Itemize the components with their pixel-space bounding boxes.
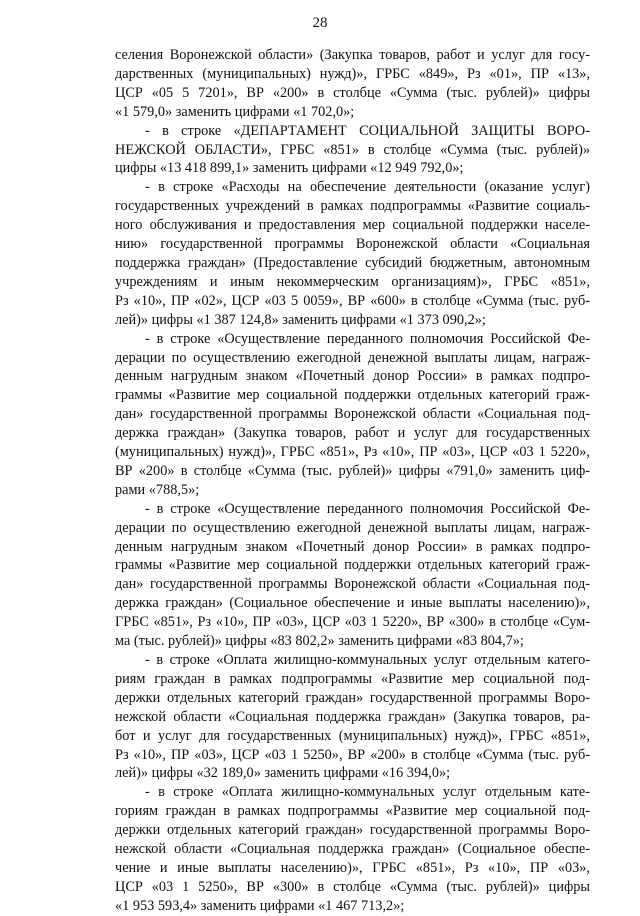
text-line: риям граждан в рамках подпрограммы «Развитие мер социальной под- <box>115 670 590 687</box>
text-line: гориям граждан в рамках подпрограммы «Развитие мер социальной под- <box>115 803 590 820</box>
text-line: цифры «13 418 899,1» заменить цифрами «12 949 792,0»; <box>115 160 464 177</box>
text-line: Рз «10», ПР «03», ЦСР «03 1 5250», ВР «200» в столбце «Сумма (тыс. руб- <box>115 746 590 763</box>
paragraph <box>115 783 590 915</box>
text-line: рами «788,5»; <box>115 481 200 498</box>
text-line: дан» государственной программы Воронежской области «Социальная под- <box>115 576 590 593</box>
text-line: дерации по осуществлению ежегодной денежной выплаты лицам, награж- <box>115 519 590 536</box>
text-line: нию» государственной программы Воронежской области «Социальная <box>115 236 590 253</box>
text-line: - в строке «Оплата жилищно-коммунальных услуг отдельным катего- <box>145 652 590 668</box>
text-line: «1 953 593,4» заменить цифрами «1 467 713,2»; <box>115 897 405 914</box>
paragraph <box>115 651 590 783</box>
text-line: - в строке «ДЕПАРТАМЕНТ СОЦИАЛЬНОЙ ЗАЩИТЫ ВОРО- <box>145 122 590 139</box>
text-line: Рз «10», ПР «02», ЦСР «03 5 0059», ВР «600» в столбце «Сумма (тыс. руб- <box>115 292 590 309</box>
text-line: ЦСР «05 5 7201», ВР «200» в столбце «Сумма (тыс. рублей)» цифры <box>115 84 590 101</box>
text-line: - в строке «Осуществление переданного полномочия Российской Фе- <box>145 500 590 517</box>
paragraph <box>115 500 590 651</box>
text-line: ГРБС «851», Рз «10», ПР «03», ЦСР «03 1 5220», ВР «300» в столбце «Сум- <box>115 614 590 631</box>
text-line: - в строке «Оплата жилищно-коммунальных услуг отдельным кате- <box>145 784 590 801</box>
text-line: лей)» цифры «32 189,0» заменить цифрами «16 394,0»; <box>115 765 451 782</box>
text-line: дарственных (муниципальных) нужд)», ГРБС «849», Рз «01», ПР «13», <box>115 65 590 82</box>
text-line: денным нагрудным знаком «Почетный донор России» в рамках подпро- <box>115 368 590 385</box>
text-line: держка граждан» (Социальное обеспечение и иные выплаты населению)», <box>115 595 590 612</box>
text-line: ного обслуживания и предоставления мер социальной поддержки населе- <box>115 217 590 234</box>
text-line: - в строке «Осуществление переданного полномочия Российской Фе- <box>145 330 590 347</box>
text-line: НЕЖСКОЙ ОБЛАСТИ», ГРБС «851» в столбце «Сумма (тыс. рублей)» <box>115 141 590 158</box>
text-line: денным нагрудным знаком «Почетный донор России» в рамках подпро- <box>115 538 590 555</box>
text-line: нежской области «Социальная поддержка граждан» (Закупка товаров, ра- <box>115 708 590 725</box>
text-line: ЦСР «03 1 5250», ВР «300» в столбце «Сумма (тыс. рублей)» цифры <box>115 878 590 895</box>
document-body <box>115 46 590 916</box>
text-line: дан» государственной программы Воронежской области «Социальная под- <box>115 406 590 423</box>
paragraph <box>115 178 590 329</box>
paragraph <box>115 122 590 179</box>
text-line: держка граждан» (Закупка товаров, работ и услуг для государственных <box>115 425 590 442</box>
text-line: держки отдельных категорий граждан» государственной программы Воро- <box>115 822 590 839</box>
text-line: нежской области «Социальная поддержка граждан» (Социальное обеспе- <box>115 841 590 858</box>
text-line: ма (тыс. рублей)» цифры «83 802,2» заменить цифрами «83 804,7»; <box>115 633 524 650</box>
text-line: ВР «200» в столбце «Сумма (тыс. рублей)» цифры «791,0» заменить циф- <box>115 462 590 479</box>
text-line: селения Воронежской области» (Закупка товаров, работ и услуг для госу- <box>115 47 590 63</box>
text-line: граммы «Развитие мер социальной поддержки отдельных категорий граж- <box>115 387 590 404</box>
text-line: лей)» цифры «1 387 124,8» заменить цифрами «1 373 090,2»; <box>115 311 486 328</box>
text-line: дерации по осуществлению ежегодной денежной выплаты лицам, награж- <box>115 349 590 366</box>
paragraph <box>115 46 590 122</box>
text-line: учреждениям и иным некоммерческим организациям)», ГРБС «851», <box>115 273 590 290</box>
text-line: государственных учреждений в рамках подпрограммы «Развитие социаль- <box>115 198 590 215</box>
text-line: - в строке «Расходы на обеспечение деятельности (оказание услуг) <box>145 179 590 196</box>
text-line: бот и услуг для государственных (муниципальных) нужд)», ГРБС «851», <box>115 727 590 744</box>
text-line: поддержка граждан» (Предоставление субсидий бюджетным, автономным <box>115 254 590 271</box>
paragraph <box>115 330 590 500</box>
text-line: (муниципальных) нужд)», ГРБС «851», Рз «10», ПР «03», ЦСР «03 1 5220», <box>115 444 590 461</box>
text-line: «1 579,0» заменить цифрами «1 702,0»; <box>115 103 355 120</box>
text-line: держки отдельных категорий граждан» государственной программы Воро- <box>115 689 590 706</box>
text-line: граммы «Развитие мер социальной поддержки отдельных категорий граж- <box>115 557 590 574</box>
page-number: 28 <box>312 15 328 31</box>
text-line: чение и иные выплаты населению)», ГРБС «851», Рз «10», ПР «03», <box>115 859 590 876</box>
